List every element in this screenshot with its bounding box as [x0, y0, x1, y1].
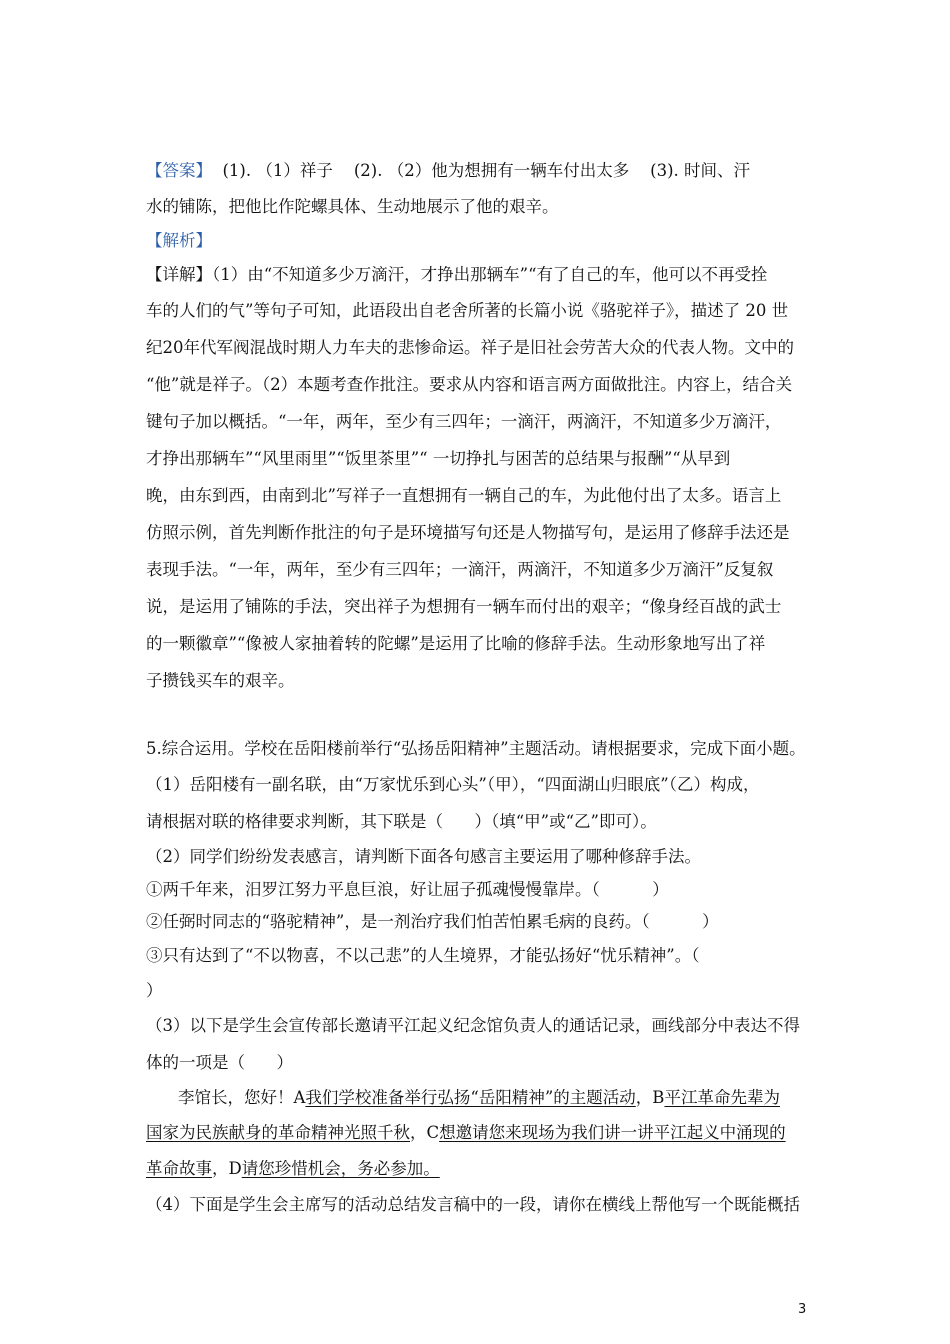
analysis-line: 才挣出那辆车”“风里雨里”“饭里茶里”“ 一切挣扎与困苦的总结果与报酬”“从早到: [146, 449, 731, 468]
question5-title: 5.综合运用。学校在岳阳楼前举行“弘扬岳阳精神”主题活动。请根据要求，完成下面小题。: [146, 739, 806, 758]
analysis-line: 晚，由东到西，由南到北”写祥子一直想拥有一辆自己的车，为此他付出了太多。语言上: [146, 486, 782, 505]
q2-intro: （2）同学们纷纷发表感言，请判断下面各句感言主要运用了哪种修辞手法。: [146, 847, 701, 866]
analysis-line: 纪20年代军阀混战时期人力车夫的悲惨命运。祥子是旧社会劳苦大众的代表人物。文中的: [146, 338, 794, 357]
analysis-line: 的一颗徽章”“像被人家抽着转的陀螺”是运用了比喻的修辞手法。生动形象地写出了祥: [146, 634, 766, 653]
option-a-label: A: [293, 1088, 306, 1107]
q2-item: ③只有达到了“不以物喜，不以己悲”的人生境界，才能弘扬好“忧乐精神”。（: [146, 946, 700, 965]
option-b-text-cont: 国家为民族献身的革命精神光照千秋: [146, 1123, 410, 1142]
q2-item: ②任弼时同志的“骆驼精神”，是一剂治疗我们怕苦怕累毛病的良药。（ ）: [146, 912, 719, 931]
option-c-text: 想邀请您来现场为我们讲一讲平江起义中涌现的: [439, 1123, 786, 1142]
dialog-line-2: [146, 1122, 786, 1144]
answer-line-2: 水的铺陈，把他比作陀螺具体、生动地展示了他的艰辛。: [146, 197, 559, 216]
q3-line-1: （3）以下是学生会宣传部长邀请平江起义纪念馆负责人的通话记录，画线部分中表达不得: [146, 1016, 800, 1035]
analysis-line: “他”就是祥子。（2）本题考查作批注。要求从内容和语言两方面做批注。内容上，结合关: [146, 375, 793, 394]
analysis-line: 说，是运用了铺陈的手法，突出祥子为想拥有一辆车而付出的艰辛；“像身经百战的武士: [146, 597, 782, 616]
q2-item: ①两千年来，汨罗江努力平息巨浪，好让屈子孤魂慢慢靠岸。（ ）: [146, 880, 669, 899]
option-b-label: B: [652, 1088, 665, 1107]
dialog-line-3: [146, 1158, 440, 1180]
option-c-text-cont: 革命故事: [146, 1159, 212, 1178]
analysis-label: 【解析】: [146, 231, 212, 250]
dialog-line-1: [178, 1087, 780, 1109]
option-b-text: 平江革命先辈为: [664, 1088, 780, 1107]
answer-text: (1). （1）祥子 (2). （2）他为想拥有一辆车付出太多 (3). 时间、汗: [212, 161, 751, 180]
separator: ，: [410, 1123, 427, 1142]
q1-line-2: 请根据对联的格律要求判断，其下联是（ ）（填“甲”或“乙”即可）。: [146, 812, 657, 831]
option-c-label: C: [426, 1123, 440, 1142]
option-d-text: 请您珍惜机会，务必参加。: [241, 1159, 440, 1178]
analysis-line: 【详解】（1）由“不知道多少万滴汗，才挣出那辆车”“有了自己的车，他可以不再受拴: [146, 265, 768, 284]
q3-line-2: 体的一项是（ ）: [146, 1053, 293, 1072]
q2-close-paren: ）: [146, 981, 163, 1000]
analysis-line: 键句子加以概括。“一年，两年，至少有三四年；一滴汗，两滴汗，不知道多少万滴汗，: [146, 412, 782, 431]
analysis-line: 车的人们的气”等句子可知，此语段出自老舍所著的长篇小说《骆驼祥子》，描述了 20 世: [146, 301, 789, 320]
dialog-greeting: 李馆长，您好！: [178, 1088, 294, 1107]
q1-line-1: （1）岳阳楼有一副名联，由“万家忧乐到心头”（甲），“四面湖山归眼底”（乙）构成，: [146, 775, 760, 794]
answer-line-1: [146, 160, 750, 182]
q4-line-1: （4）下面是学生会主席写的活动总结发言稿中的一段，请你在横线上帮他写一个既能概括: [146, 1195, 800, 1214]
separator: ，: [212, 1159, 229, 1178]
analysis-line: 表现手法。“一年，两年，至少有三四年；一滴汗，两滴汗，不知道多少万滴汗”反复叙: [146, 560, 774, 579]
option-d-label: D: [228, 1159, 242, 1178]
analysis-line: 子攒钱买车的艰辛。: [146, 671, 295, 690]
analysis-line: 仿照示例，首先判断作批注的句子是环境描写句还是人物描写句，是运用了修辞手法还是: [146, 523, 790, 542]
page-number: 3: [798, 1302, 807, 1317]
answer-label: 【答案】: [146, 161, 212, 180]
option-a-text: 我们学校准备举行弘扬“岳阳精神”的主题活动: [305, 1088, 636, 1107]
separator: ，: [635, 1088, 653, 1107]
